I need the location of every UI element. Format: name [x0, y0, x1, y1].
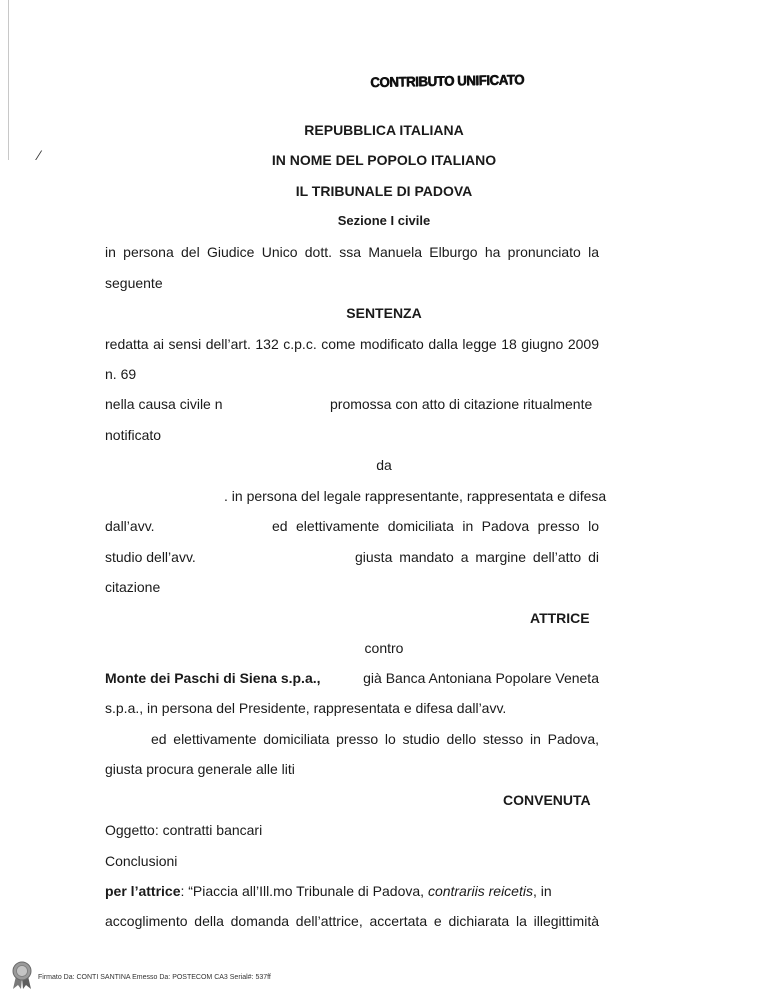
- contributo-unificato-stamp: CONTRIBUTO UNIFICATO: [370, 71, 525, 90]
- attrice-label: ATTRICE: [530, 610, 590, 626]
- digital-signature-footer: Firmato Da: CONTI SANTINA Emesso Da: POSTECOM CA3 Serial#: 537ff: [38, 974, 271, 981]
- bank-former-name: già Banca Antoniana Popolare Veneta: [363, 670, 599, 686]
- attrice-line-1: . in persona del legale rappresentante, rappresentata e difesa: [224, 488, 607, 504]
- attrice-line-4: citazione: [105, 579, 161, 595]
- convenuta-line-3: ed elettivamente domiciliata presso lo studio dello stesso in Padova,: [151, 731, 599, 747]
- intro-line-2: seguente: [105, 275, 163, 291]
- convenuta-line-1: [105, 670, 599, 686]
- per-attrice-text-2: , in: [532, 883, 552, 899]
- causa-left: nella causa civile n: [105, 396, 223, 412]
- convenuta-line-4: giusta procura generale alle liti: [105, 761, 295, 777]
- per-attrice-italic: contrariis reicetis: [427, 883, 533, 899]
- per-attrice-line-1: [105, 883, 599, 899]
- da-label: da: [376, 457, 392, 473]
- per-attrice-label: per l’attrice: [105, 883, 181, 899]
- per-attrice-text-1: : “Piaccia all’Ill.mo Tribunale di Padova,: [180, 883, 428, 899]
- intro-line-1: in persona del Giudice Unico dott. ssa Manuela Elburgo ha pronunciato la: [105, 244, 599, 260]
- attrice-line-3-right: giusta mandato a margine dell’atto di: [355, 549, 599, 565]
- causa-line-2: notificato: [105, 427, 162, 443]
- header-people: IN NOME DEL POPOLO ITALIANO: [271, 152, 497, 168]
- redatta-line-2: n. 69: [105, 366, 137, 382]
- header-section: Sezione I civile: [337, 213, 431, 228]
- bank-name: Monte dei Paschi di Siena s.p.a.,: [105, 670, 321, 686]
- redatta-line-1: redatta ai sensi dell’art. 132 c.p.c. come modificato dalla legge 18 giugno 2009: [105, 336, 599, 352]
- document-title: SENTENZA: [346, 305, 422, 321]
- digital-signature-seal-icon: [10, 960, 34, 990]
- attrice-line-2-right: ed elettivamente domiciliata in Padova presso lo: [272, 518, 599, 534]
- causa-right: promossa con atto di citazione ritualmente: [330, 396, 593, 412]
- attrice-line-3-left: studio dell’avv.: [105, 549, 196, 565]
- convenuta-line-2: s.p.a., in persona del Presidente, rappresentata e difesa dall’avv.: [105, 700, 507, 716]
- conclusioni-heading: Conclusioni: [105, 853, 178, 869]
- per-attrice-line-2: accoglimento della domanda dell’attrice, accertata e dichiarata la illegittimità: [105, 913, 599, 929]
- margin-handwritten-mark: ⁄: [38, 147, 41, 163]
- header-republic: REPUBBLICA ITALIANA: [304, 122, 464, 138]
- contro-label: contro: [364, 640, 404, 656]
- attrice-line-2-left: dall’avv.: [105, 518, 155, 534]
- convenuta-label: CONVENUTA: [503, 792, 591, 808]
- oggetto-line: Oggetto: contratti bancari: [105, 822, 263, 838]
- header-tribunal: IL TRIBUNALE DI PADOVA: [295, 183, 473, 199]
- per-attrice-label-wrap: [105, 883, 552, 899]
